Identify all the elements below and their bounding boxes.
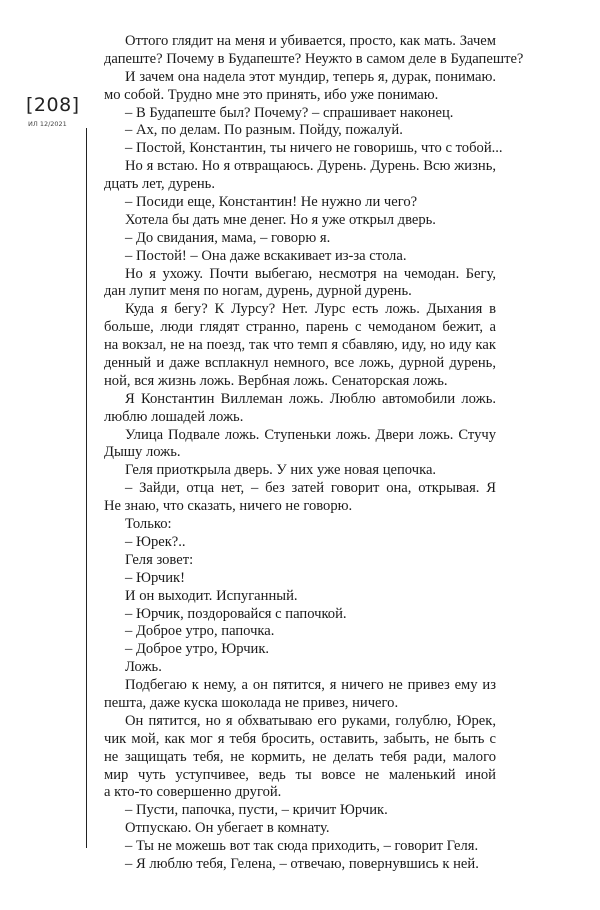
paragraph — [104, 194, 496, 212]
body-text — [104, 33, 524, 874]
paragraph — [104, 820, 496, 838]
text-line: – До свидания, мама, – говорю я. — [125, 229, 331, 246]
paragraph — [104, 212, 496, 230]
issue-label: ИЛ 12/2021 — [28, 120, 67, 128]
paragraph — [104, 802, 496, 820]
text-line: дапеште? Почему в Будапеште? Неужто в самом деле в Будапеште? — [104, 50, 524, 67]
paragraph — [104, 230, 496, 248]
text-line: – Постой! – Она даже вскакивает из-за стола. — [125, 247, 407, 264]
text-line: Но я встаю. Но я отвращаюсь. Дурень. Дурень. Всю жизнь, — [125, 158, 496, 175]
text-line: Дышу ложь. — [104, 444, 181, 461]
text-line: Он пятится, но я обхватываю его руками, голублю, Юрек, — [125, 712, 496, 729]
text-line: – Юрек?.. — [125, 533, 186, 550]
text-line: Отпускаю. Он убегает в комнату. — [125, 820, 330, 837]
paragraph — [104, 158, 496, 194]
text-line: – Посиди еще, Константин! Не нужно ли чего? — [125, 194, 418, 211]
paragraph — [104, 33, 524, 69]
text-line: – Ах, по делам. По разным. Пойду, пожалуй. — [125, 122, 403, 139]
text-line: денный и даже всплакнул немного, все ложь, дурной дурень, — [104, 355, 496, 372]
text-line: Улица Подвале ложь. Ступеньки ложь. Двери ложь. Стучу — [125, 426, 496, 443]
paragraph — [104, 462, 496, 480]
text-line: пешта, даже куска шоколада не привез, ничего. — [104, 694, 399, 711]
text-line: дан лупит меня по ногам, дурень, дурной дурень. — [104, 283, 412, 300]
paragraph — [104, 641, 496, 659]
paragraph — [104, 105, 496, 123]
paragraph — [104, 391, 496, 427]
text-line: Но я ухожу. Почти выбегаю, несмотря на чемодан. Бегу, — [125, 265, 496, 282]
text-line: на вокзал, не на поезд, так что темп я сбавляю, иду, но иду как — [104, 337, 496, 354]
text-line: Геля приоткрыла дверь. У них уже новая цепочка. — [125, 462, 437, 479]
text-line: – В Будапеште был? Почему? – спрашивает наконец. — [125, 104, 454, 121]
paragraph — [104, 427, 496, 463]
text-line: Я Константин Виллеман ложь. Люблю автомобили ложь. — [125, 390, 496, 407]
text-line: И зачем она надела этот мундир, теперь я, дурак, понимаю. — [125, 68, 496, 85]
margin-rule — [86, 128, 87, 848]
text-line: ной, вся жизнь ложь. Вербная ложь. Сенаторская ложь. — [104, 372, 448, 389]
text-line: – Пусти, папочка, пусти, – кричит Юрчик. — [125, 802, 388, 819]
text-line: – Зайди, отца нет, – без затей говорит она, открывая. Я — [125, 480, 496, 497]
text-line: Только: — [125, 516, 172, 533]
paragraph — [104, 140, 503, 158]
paragraph — [104, 623, 496, 641]
paragraph — [104, 266, 496, 302]
text-line: а кто-то совершенно другой. — [104, 784, 282, 801]
text-line: – Юрчик! — [125, 569, 185, 586]
paragraph — [104, 552, 496, 570]
page-number: [208] — [26, 94, 80, 116]
paragraph — [104, 480, 496, 516]
text-line: не защищать тебя, не кормить, не делать тебя ради, малого — [104, 748, 496, 765]
text-line: – Юрчик, поздоровайся с папочкой. — [125, 605, 347, 622]
text-line: чик мой, как мог я тебя бросить, оставить, забыть, не быть с — [104, 730, 496, 747]
text-line: – Доброе утро, Юрчик. — [125, 641, 270, 658]
paragraph — [104, 301, 496, 390]
paragraph — [104, 122, 496, 140]
text-line: Геля зовет: — [125, 551, 194, 568]
text-line: Хотела бы дать мне денег. Но я уже открыл дверь. — [125, 211, 436, 228]
paragraph — [104, 659, 496, 677]
paragraph — [104, 677, 496, 713]
paragraph — [104, 69, 496, 105]
text-line: – Постой, Константин, ты ничего не говоришь, что с тобой... — [125, 140, 503, 157]
paragraph — [104, 588, 496, 606]
paragraph — [104, 534, 496, 552]
text-line: И он выходит. Испуганный. — [125, 587, 298, 604]
text-line: Подбегаю к нему, а он пятится, я ничего не привез ему из — [125, 677, 496, 694]
text-line: мир чуть уступчивее, ведь ты вовсе не маленький иной — [104, 766, 496, 783]
paragraph — [104, 248, 496, 266]
text-line: – Ты не можешь вот так сюда приходить, – говорит Геля. — [125, 838, 479, 855]
text-line: мо собой. Трудно мне это принять, ибо уже понимаю. — [104, 86, 439, 103]
paragraph — [104, 713, 496, 802]
paragraph — [104, 516, 496, 534]
text-line: – Доброе утро, папочка. — [125, 623, 275, 640]
text-line: дцать лет, дурень. — [104, 176, 215, 193]
text-line: люблю лошадей ложь. — [104, 408, 244, 425]
paragraph — [104, 606, 496, 624]
text-line: Оттого глядит на меня и убивается, просто, как мать. Зачем — [125, 33, 496, 49]
text-line: Ложь. — [125, 659, 162, 676]
paragraph — [104, 856, 496, 874]
text-line: Куда я бегу? К Лурсу? Нет. Лурс есть ложь. Дыхания в — [125, 301, 496, 318]
text-line: больше, люди глядят странно, парень с чемоданом бежит, а — [104, 319, 496, 336]
paragraph — [104, 570, 496, 588]
text-line: Не знаю, что сказать, ничего не говорю. — [104, 498, 353, 515]
text-line: – Я люблю тебя, Гелена, – отвечаю, повернувшись к ней. — [125, 855, 479, 872]
paragraph — [104, 838, 496, 856]
